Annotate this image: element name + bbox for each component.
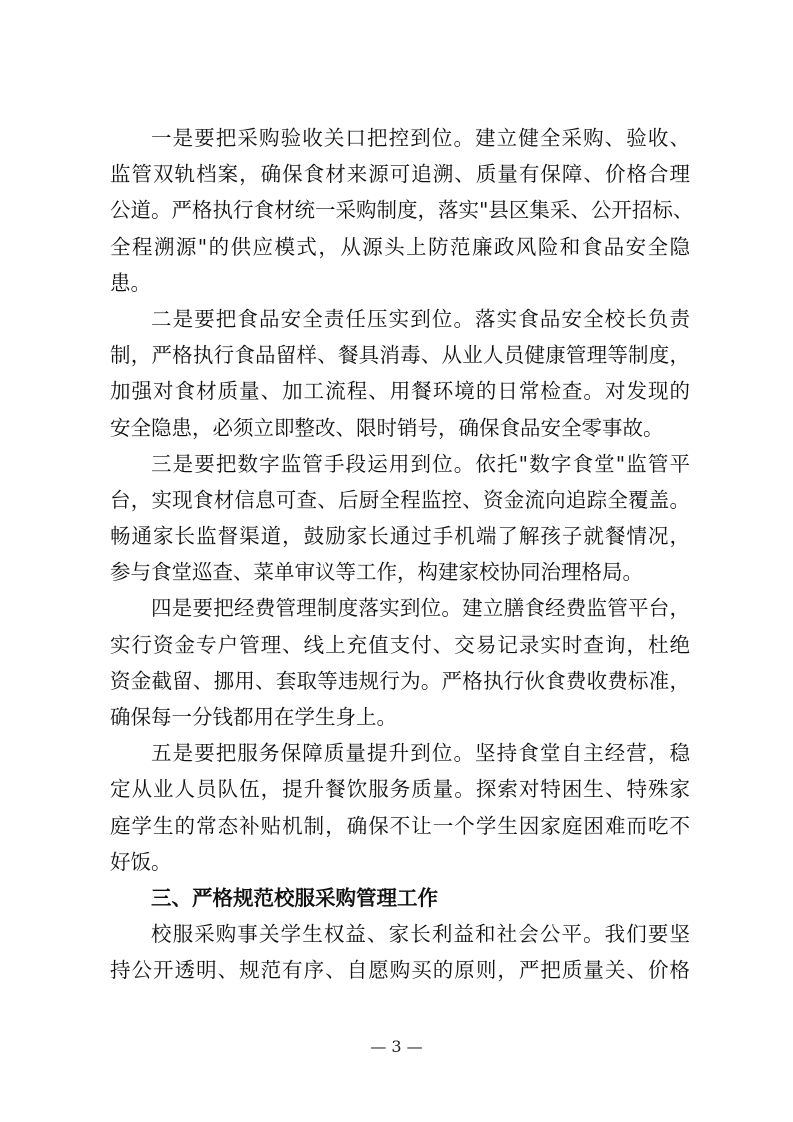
paragraph-line: 三是要把数字监管手段运用到位。依托"数字食堂"监管平 xyxy=(151,451,690,476)
paragraph-line: 庭学生的常态补贴机制，确保不让一个学生因家庭困难而吃不 xyxy=(110,813,690,838)
paragraph-line: 资金截留、挪用、套取等违规行为。严格执行伙食费收费标准， xyxy=(110,668,690,693)
paragraph-line: 实行资金专户管理、线上充值支付、交易记录实时查询，杜绝 xyxy=(110,632,690,657)
paragraph-line: 参与食堂巡查、菜单审议等工作，构建家校协同治理格局。 xyxy=(110,560,643,585)
paragraph-line: 公道。严格执行食材统一采购制度，落实"县区集采、公开招标、 xyxy=(110,198,694,223)
paragraph-line: 全程溯源"的供应模式，从源头上防范廉政风险和食品安全隐 xyxy=(110,234,690,259)
paragraph-line: 二是要把食品安全责任压实到位。落实食品安全校长负责 xyxy=(151,306,690,331)
paragraph-line: 制，严格执行食品留样、餐具消毒、从业人员健康管理等制度， xyxy=(110,343,690,368)
paragraph-line: 一是要把采购验收关口把控到位。建立健全采购、验收、 xyxy=(151,126,690,150)
paragraph-line: 确保每一分钱都用在学生身上。 xyxy=(110,705,397,729)
page-number: — 3 — xyxy=(370,1037,423,1056)
paragraph-line: 畅通家长监督渠道，鼓励家长通过手机端了解孩子就餐情况， xyxy=(110,524,690,549)
paragraph-line: 定从业人员队伍，提升餐饮服务质量。探索对特困生、特殊家 xyxy=(110,777,690,802)
paragraph-line: 校服采购事关学生权益、家长利益和社会公平。我们要坚 xyxy=(151,922,690,947)
paragraph-line: 四是要把经费管理制度落实到位。建立膳食经费监管平台， xyxy=(151,596,690,621)
paragraph-line: 加强对食材质量、加工流程、用餐环境的日常检查。对发现的 xyxy=(110,379,690,404)
paragraph-line: 监管双轨档案，确保食材来源可追溯、质量有保障、价格合理 xyxy=(110,162,690,187)
paragraph-line: 好饭。 xyxy=(110,849,172,874)
paragraph-line: 持公开透明、规范有序、自愿购买的原则，严把质量关、价格 xyxy=(110,958,690,983)
paragraph-line: 五是要把服务保障质量提升到位。坚持食堂自主经营，稳 xyxy=(151,741,690,766)
paragraph-line: 台，实现食材信息可查、后厨全程监控、资金流向追踪全覆盖。 xyxy=(110,487,690,512)
section-heading: 三、严格规范校服采购管理工作 xyxy=(151,885,438,910)
paragraph-line: 患。 xyxy=(110,270,151,295)
body-text xyxy=(110,120,694,989)
paragraph-line: 安全隐患，必须立即整改、限时销号，确保食品安全零事故。 xyxy=(110,415,664,440)
